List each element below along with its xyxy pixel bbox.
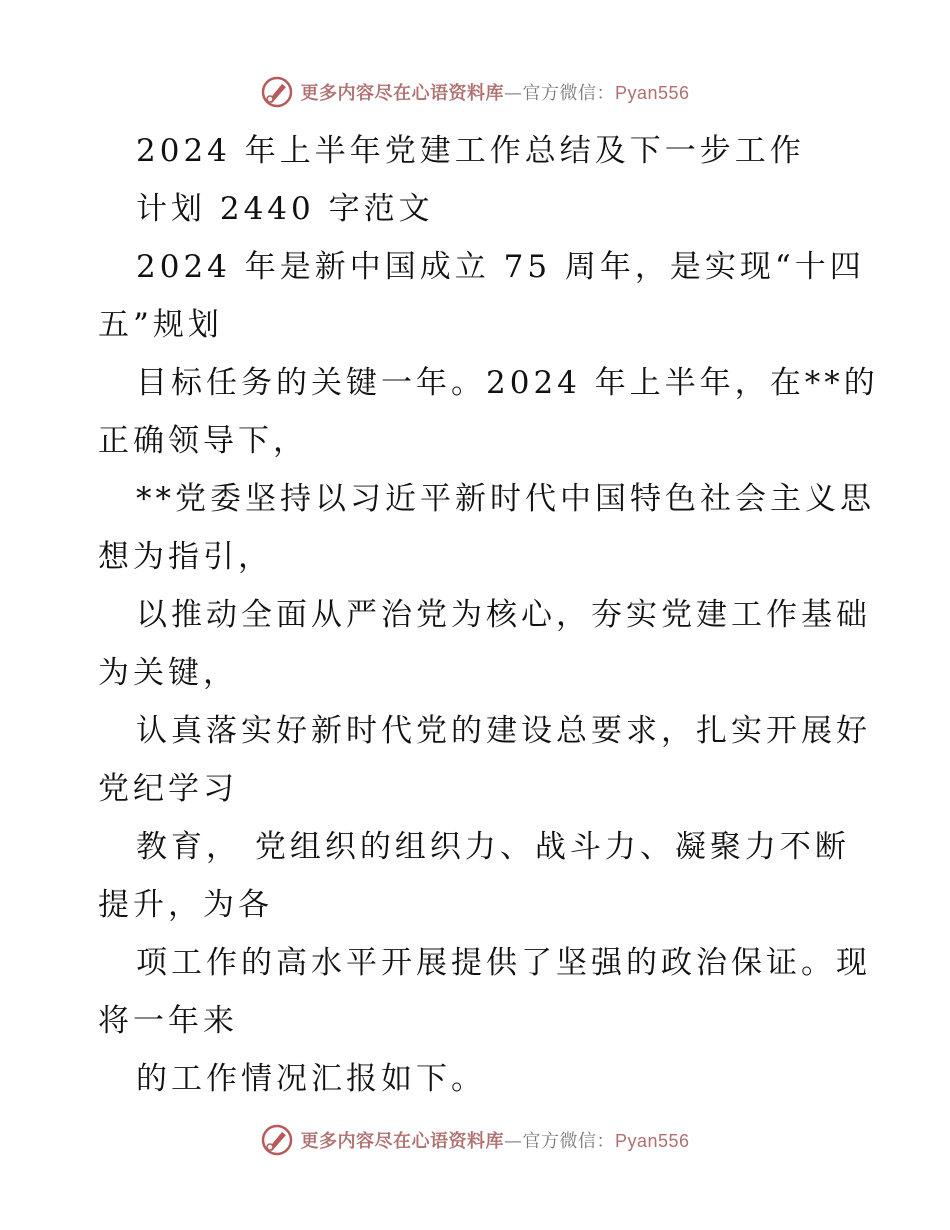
watermark-id: Pyan556 bbox=[614, 83, 690, 103]
text-line: 的工作情况汇报如下。 bbox=[136, 1061, 486, 1097]
watermark-sub: 官方微信： bbox=[522, 83, 615, 104]
watermark-text bbox=[300, 1127, 689, 1153]
watermark-sub: 官方微信： bbox=[522, 1131, 615, 1152]
text-line: 五”规划 bbox=[98, 307, 223, 343]
text-line: 目标任务的关键一年。2024 年上半年，在**的 bbox=[136, 365, 879, 401]
quill-logo-icon bbox=[260, 75, 294, 109]
text-line: 为关键， bbox=[98, 655, 238, 691]
text-line: **党委坚持以习近平新时代中国特色社会主义思 bbox=[136, 481, 875, 517]
text-line: 将一年来 bbox=[98, 1003, 238, 1039]
watermark-text bbox=[300, 79, 689, 105]
text-line: 正确领导下， bbox=[98, 423, 308, 459]
watermark-dash: — bbox=[503, 1131, 523, 1152]
text-line: 2024 年是新中国成立 75 周年，是实现“十四 bbox=[136, 249, 865, 285]
footer-watermark bbox=[0, 1120, 950, 1160]
text-line: 想为指引， bbox=[98, 539, 273, 575]
watermark-dash: — bbox=[503, 83, 523, 104]
text-line: 党纪学习 bbox=[98, 771, 238, 807]
text-line: 项工作的高水平开展提供了坚强的政治保证。现 bbox=[136, 945, 871, 981]
text-line: 2024 年上半年党建工作总结及下一步工作 bbox=[136, 133, 805, 169]
text-line: 提升，为各 bbox=[98, 887, 273, 923]
quill-logo-icon bbox=[260, 1123, 294, 1157]
header-watermark bbox=[0, 72, 950, 112]
watermark-main: 更多内容尽在心语资料库 bbox=[300, 1131, 504, 1152]
text-line: 认真落实好新时代党的建设总要求，扎实开展好 bbox=[136, 713, 871, 749]
text-line: 计划 2440 字范文 bbox=[136, 191, 434, 227]
watermark-main: 更多内容尽在心语资料库 bbox=[300, 83, 504, 104]
text-line: 以推动全面从严治党为核心，夯实党建工作基础 bbox=[136, 597, 871, 633]
text-line: 教育， 党组织的组织力、战斗力、凝聚力不断 bbox=[136, 829, 850, 865]
watermark-id: Pyan556 bbox=[614, 1131, 690, 1151]
document-body bbox=[98, 122, 879, 1108]
